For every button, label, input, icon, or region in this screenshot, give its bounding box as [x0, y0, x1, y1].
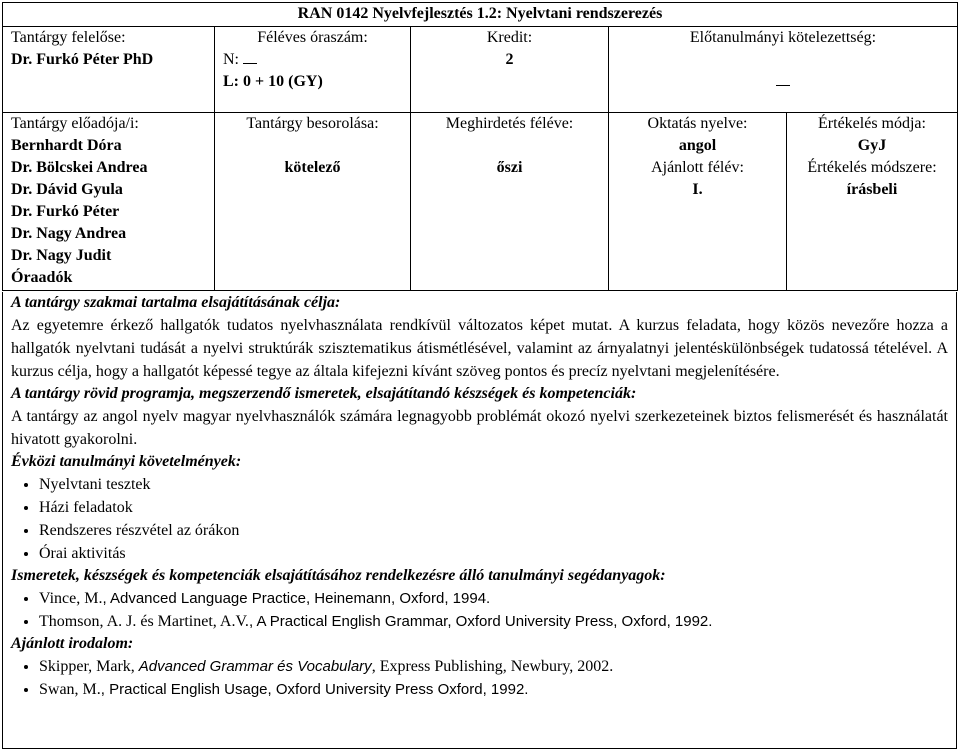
- lecturers-label: Tantárgy előadója/i:: [11, 115, 139, 132]
- course-title: RAN 0142 Nyelvfejlesztés 1.2: Nyelvtani rendszerezés: [3, 3, 958, 27]
- hours-l: L: 0 + 10 (GY): [223, 73, 323, 90]
- lecturer-name: Dr. Nagy Andrea: [11, 225, 127, 242]
- list-item: • Órai aktivitás: [39, 542, 948, 565]
- responsible-name: Dr. Furkó Péter PhD: [11, 51, 154, 68]
- list-item: • Nyelvtani tesztek: [39, 473, 948, 496]
- course-header-table: [2, 2, 958, 291]
- material-details: , Advanced Language Practice, Heinemann, Oxford, 1994.: [102, 590, 491, 607]
- lecturer-name: Bernhardt Dóra: [11, 137, 122, 154]
- lecturer-name: Dr. Bölcskei Andrea: [11, 159, 148, 176]
- requirements-heading: Évközi tanulmányi követelmények:: [11, 453, 242, 470]
- recommended-label: Ajánlott félév:: [651, 159, 744, 176]
- recommended-value: I.: [692, 181, 703, 198]
- assessment-value: GyJ: [857, 137, 887, 154]
- dash-mark: [776, 76, 790, 86]
- language-label: Oktatás nyelve:: [647, 115, 748, 132]
- list-item: [39, 587, 948, 610]
- list-item: [39, 610, 948, 633]
- lecturer-name: Dr. Furkó Péter: [11, 203, 120, 220]
- method-label: Értékelés módszere:: [807, 159, 937, 176]
- credit-label: Kredit:: [486, 29, 533, 46]
- goal-heading: A tantárgy szakmai tartalma elsajátításának célja:: [11, 294, 341, 311]
- credit-value: 2: [505, 51, 514, 68]
- materials-list: [11, 587, 948, 633]
- list-item: [39, 678, 948, 701]
- material-author: Vince, M.: [39, 590, 103, 607]
- classification-label: Tantárgy besorolása:: [246, 115, 379, 132]
- materials-heading: Ismeretek, készségek és kompetenciák elsajátításához rendelkezésre álló tanulmányi segédanyagok:: [11, 567, 666, 584]
- language-value: angol: [678, 137, 717, 154]
- course-description: [2, 292, 957, 749]
- lecturer-name: Dr. Dávid Gyula: [11, 181, 123, 198]
- semester-label: Meghirdetés féléve:: [445, 115, 574, 132]
- classification-cell: [215, 113, 411, 291]
- material-author: Thomson, A. J. és Martinet, A.V.: [39, 613, 249, 630]
- lecturers-cell: [3, 113, 215, 291]
- reading-author: Skipper, Mark,: [39, 658, 139, 675]
- requirements-list: [11, 473, 948, 565]
- method-value: írásbeli: [846, 181, 898, 198]
- list-item: • Házi feladatok: [39, 496, 948, 519]
- hours-cell: [215, 27, 411, 113]
- semester-cell: [411, 113, 609, 291]
- list-item: [39, 655, 948, 678]
- prereq-label: Előtanulmányi kötelezettség:: [689, 29, 877, 46]
- assessment-cell: [787, 113, 958, 291]
- hours-label: Féléves óraszám:: [257, 29, 368, 46]
- reading-author: Swan, M.: [39, 681, 101, 698]
- credit-cell: [411, 27, 609, 113]
- dash-mark: [243, 54, 257, 64]
- goal-text: Az egyetemre érkező hallgatók tudatos nyelvhasználata rendkívül változatos képet mutat. A kurzus feladata, hogy közös nevezőre hozza a hallgatók nyelvtani tudását a nyelvi struktúrák szisztematikus átismétlésével, valamint az árnyalatnyi jelentéskülönbségek tudatossá tételével. A kurzus célja, hogy a hallgatót képessé tegye az általa kifejezni kívánt szöveg pontos és precíz nyelvtani megjelenítésére.: [11, 317, 948, 380]
- reading-list: [11, 655, 948, 701]
- reading-heading: Ajánlott irodalom:: [11, 635, 134, 652]
- reading-details: , Practical English Usage, Oxford University Press Oxford, 1992.: [100, 681, 529, 698]
- hours-n: N:: [223, 51, 239, 68]
- program-heading: A tantárgy rövid programja, megszerzendő ismeretek, elsajátítandó készségek és kompetenciák:: [11, 385, 637, 402]
- assessment-label: Értékelés módja:: [818, 115, 926, 132]
- lecturer-name: Dr. Nagy Judit: [11, 247, 112, 264]
- language-cell: [609, 113, 787, 291]
- responsible-cell: [3, 27, 215, 113]
- lesson-types-label: Óraadók: [11, 269, 73, 286]
- program-text: A tantárgy az angol nyelv magyar nyelvhasználók számára legnagyobb problémát okozó nyelvi szerkezeteinek biztos felismerését és használatát hivatott gyakorolni.: [11, 408, 948, 448]
- reading-details: , Express Publishing, Newbury, 2002.: [371, 658, 614, 675]
- material-details: , A Practical English Grammar, Oxford University Press, Oxford, 1992.: [248, 613, 713, 630]
- list-item: • Rendszeres részvétel az órákon: [39, 519, 948, 542]
- reading-title: Advanced Grammar és Vocabulary: [138, 658, 372, 675]
- classification-value: kötelező: [284, 159, 341, 176]
- prereq-cell: [609, 27, 958, 113]
- responsible-label: Tantárgy felelőse:: [11, 29, 126, 46]
- semester-value: őszi: [496, 159, 523, 176]
